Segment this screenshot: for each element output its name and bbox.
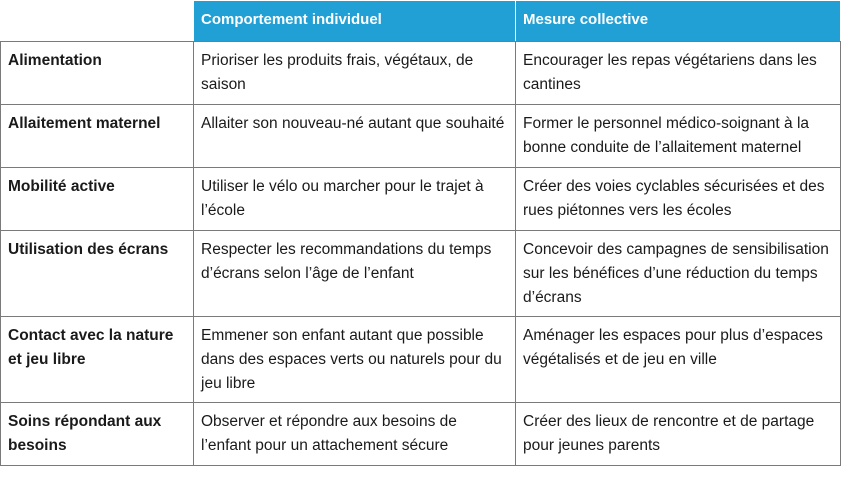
row-theme: Contact avec la nature et jeu libre (1, 317, 194, 403)
collective-cell: Encourager les repas végétariens dans les cantines (516, 42, 841, 105)
header-blank-cell (1, 1, 194, 42)
individual-cell: Utiliser le vélo ou marcher pour le trajet à l’école (194, 168, 516, 231)
individual-cell: Prioriser les produits frais, végétaux, de saison (194, 42, 516, 105)
row-theme: Soins répondant aux besoins (1, 403, 194, 466)
table-row (1, 42, 841, 105)
collective-cell: Former le personnel médico-soignant à la bonne conduite de l’allaitement maternel (516, 105, 841, 168)
row-theme: Mobilité active (1, 168, 194, 231)
individual-cell: Observer et répondre aux besoins de l’enfant pour un attachement sécure (194, 403, 516, 466)
header-row (1, 1, 841, 42)
table-row (1, 317, 841, 403)
table-row (1, 105, 841, 168)
header-collective: Mesure collective (516, 1, 841, 42)
collective-cell: Créer des lieux de rencontre et de partage pour jeunes parents (516, 403, 841, 466)
row-theme: Allaitement maternel (1, 105, 194, 168)
collective-cell: Concevoir des campagnes de sensibilisation sur les bénéfices d’une réduction du temps d’écrans (516, 231, 841, 317)
table-row (1, 168, 841, 231)
table-row (1, 231, 841, 317)
collective-cell: Aménager les espaces pour plus d’espaces végétalisés et de jeu en ville (516, 317, 841, 403)
table-row (1, 403, 841, 466)
individual-cell: Emmener son enfant autant que possible dans des espaces verts ou naturels pour du jeu libre (194, 317, 516, 403)
individual-cell: Respecter les recommandations du temps d’écrans selon l’âge de l’enfant (194, 231, 516, 317)
row-theme: Utilisation des écrans (1, 231, 194, 317)
row-theme: Alimentation (1, 42, 194, 105)
collective-cell: Créer des voies cyclables sécurisées et des rues piétonnes vers les écoles (516, 168, 841, 231)
header-individual: Comportement individuel (194, 1, 516, 42)
individual-cell: Allaiter son nouveau-né autant que souhaité (194, 105, 516, 168)
